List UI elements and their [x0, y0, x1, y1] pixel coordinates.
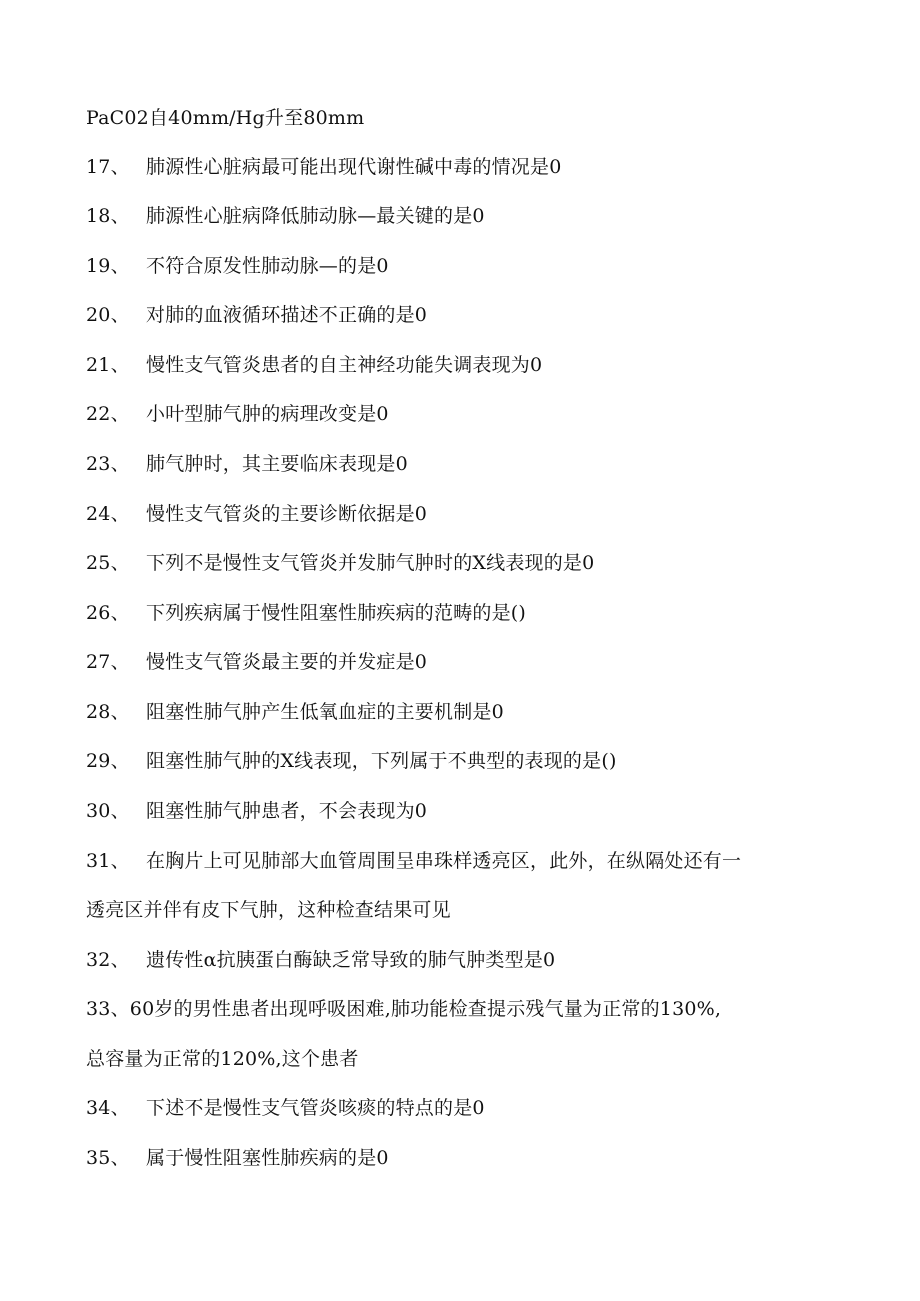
question-number: 26、: [86, 602, 130, 624]
question-number: 21、: [86, 354, 130, 376]
question-text: 33、60岁的男性患者出现呼吸困难,肺功能检查提示残气量为正常的130%,: [86, 998, 722, 1020]
question-text: 总容量为正常的120%,这个患者: [86, 1048, 359, 1070]
question-number: 19、: [86, 255, 130, 277]
question-text: 肺源性心脏病降低肺动脉—最关键的是0: [146, 205, 485, 227]
question-number: 35、: [86, 1147, 130, 1169]
question-29: [86, 749, 826, 773]
question-22: [86, 402, 826, 426]
question-text: 对肺的血液循环描述不正确的是0: [146, 304, 428, 326]
question-number: 18、: [86, 205, 130, 227]
question-text: 遗传性α抗胰蛋白酶缺乏常导致的肺气肿类型是0: [146, 949, 556, 971]
question-23: [86, 452, 826, 476]
question-number: 34、: [86, 1097, 130, 1119]
question-number: 27、: [86, 651, 130, 673]
question-number: 32、: [86, 949, 130, 971]
question-text: 阻塞性肺气肿产生低氧血症的主要机制是0: [146, 701, 504, 723]
question-number: 25、: [86, 552, 130, 574]
question-text: 下列不是慢性支气管炎并发肺气肿时的X线表现的是0: [146, 552, 595, 574]
question-21: [86, 353, 826, 377]
question-32: [86, 948, 826, 972]
question-number: 28、: [86, 701, 130, 723]
question-25: [86, 551, 826, 575]
question-34: [86, 1096, 826, 1120]
question-17: [86, 155, 826, 179]
question-20: [86, 303, 826, 327]
text-line-pressure: [86, 106, 826, 130]
question-text: 在胸片上可见肺部大血管周围呈串珠样透亮区，此外，在纵隔处还有一: [146, 850, 742, 872]
question-number: 24、: [86, 503, 130, 525]
question-text: 阻塞性肺气肿患者，不会表现为0: [146, 800, 428, 822]
question-35: [86, 1146, 826, 1170]
question-26: [86, 601, 826, 625]
question-number: 30、: [86, 800, 130, 822]
question-number: 17、: [86, 156, 130, 178]
question-text: 透亮区并伴有皮下气肿，这种检查结果可见: [86, 899, 451, 921]
question-30: [86, 799, 826, 823]
question-number: 23、: [86, 453, 130, 475]
question-33: [86, 997, 826, 1021]
question-text: 下列疾病属于慢性阻塞性肺疾病的范畴的是(): [146, 602, 527, 624]
question-text: 肺气肿时，其主要临床表现是0: [146, 453, 408, 475]
line-text: PaC02自40mm/Hg升至80mm: [86, 107, 365, 129]
question-text: 肺源性心脏病最可能出现代谢性碱中毒的情况是0: [146, 156, 562, 178]
question-number: 22、: [86, 403, 130, 425]
question-18: [86, 204, 826, 228]
question-31-continued: [86, 898, 826, 922]
question-text: 不符合原发性肺动脉—的是0: [146, 255, 389, 277]
question-text: 慢性支气管炎的主要诊断依据是0: [146, 503, 428, 525]
question-text: 阻塞性肺气肿的X线表现，下列属于不典型的表现的是(): [146, 750, 617, 772]
question-text: 小叶型肺气肿的病理改变是0: [146, 403, 389, 425]
question-text: 属于慢性阻塞性肺疾病的是0: [146, 1147, 389, 1169]
question-33-continued: [86, 1047, 826, 1071]
question-27: [86, 650, 826, 674]
question-31: [86, 849, 826, 873]
question-text: 慢性支气管炎患者的自主神经功能失调表现为0: [146, 354, 543, 376]
question-28: [86, 700, 826, 724]
question-text: 慢性支气管炎最主要的并发症是0: [146, 651, 428, 673]
question-number: 20、: [86, 304, 130, 326]
question-19: [86, 254, 826, 278]
question-24: [86, 502, 826, 526]
question-number: 29、: [86, 750, 130, 772]
question-number: 31、: [86, 850, 130, 872]
question-text: 下述不是慢性支气管炎咳痰的特点的是0: [146, 1097, 485, 1119]
